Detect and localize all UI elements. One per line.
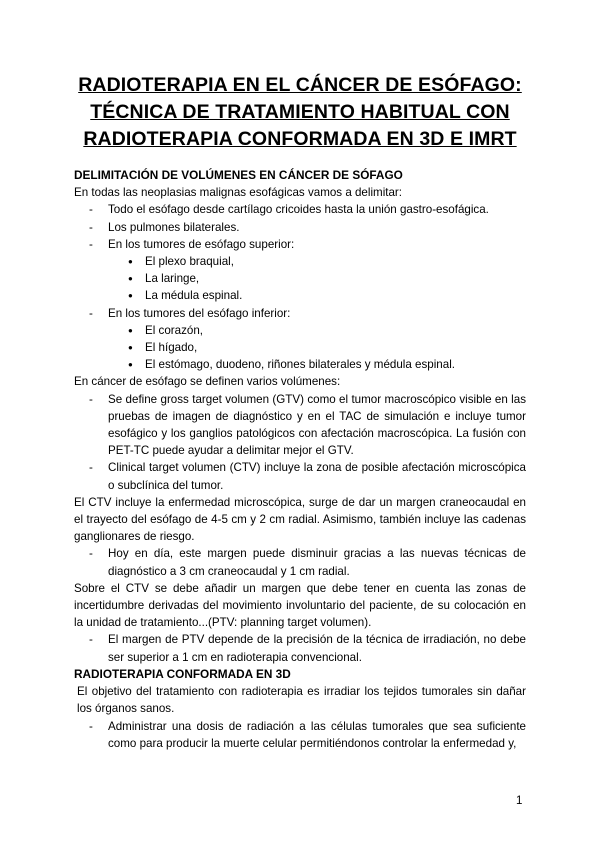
title-line: RADIOTERAPIA EN EL CÁNCER DE ESÓFAGO: — [78, 74, 522, 96]
paragraph: El CTV incluye la enfermedad microscópica, surge de dar un margen craneocaudal en el trayecto del esófago de 4-5 cm y 2 cm radial. Asimismo, también incluye las cadenas ganglionares de riesgo. — [74, 495, 526, 544]
bullet-item: ● El estómago, duodeno, riñones bilaterales y médula espinal. — [74, 356, 526, 373]
list-item: - El margen de PTV depende de la precisión de la técnica de irradiación, no debe ser superior a 1 cm en radioterapia convencional. — [74, 631, 526, 665]
bullet-item: ● La laringe, — [74, 270, 526, 287]
document-title — [40, 72, 560, 153]
list-item: - Clinical target volumen (CTV) incluye la zona de posible afectación microscópica o subclínica del tumor. — [74, 459, 526, 493]
paragraph: En todas las neoplasias malignas esofágicas vamos a delimitar: — [74, 186, 403, 200]
paragraph: El objetivo del tratamiento con radioterapia es irradiar los tejidos tumorales sin dañar los órganos sanos. — [77, 685, 526, 716]
section-heading: RADIOTERAPIA CONFORMADA EN 3D — [74, 666, 291, 681]
bullet-item: ● El hígado, — [74, 339, 526, 356]
page-number: 1 — [516, 795, 523, 807]
list-item: - Se define gross target volumen (GTV) como el tumor macroscópico visible en las pruebas de imagen de diagnóstico y en el TAC de simulación e incluye tumor esofágico y los ganglios patológicos con afectación macroscópica. La fusión con PET-TC puede ayudar a delimitar mejor el GTV. — [74, 391, 526, 460]
list-item: - Los pulmones bilaterales. — [74, 219, 526, 236]
section-heading: DELIMITACIÓN DE VOLÚMENES EN CÁNCER DE SÓFAGO — [74, 168, 403, 182]
list-item: - Hoy en día, este margen puede disminuir gracias a las nuevas técnicas de diagnóstico a 3 cm craneocaudal y 1 cm radial. — [74, 545, 526, 579]
list-item: - En los tumores del esófago inferior: — [74, 305, 526, 322]
bullet-item: ● El plexo braquial, — [74, 253, 526, 270]
paragraph: En cáncer de esófago se definen varios volúmenes: — [74, 375, 341, 389]
list-item: - En los tumores de esófago superior: — [74, 236, 526, 253]
document-body — [74, 167, 526, 752]
title-line: RADIOTERAPIA CONFORMADA EN 3D E IMRT — [83, 128, 517, 150]
list-item: - Administrar una dosis de radiación a las células tumorales que sea suficiente como para producir la muerte celular permitiéndonos controlar la enfermedad y, — [74, 718, 526, 752]
title-line: TÉCNICA DE TRATAMIENTO HABITUAL CON — [90, 101, 510, 123]
bullet-item: ● La médula espinal. — [74, 287, 526, 304]
paragraph: Sobre el CTV se debe añadir un margen que debe tener en cuenta las zonas de incertidumbre derivadas del movimiento involuntario del paciente, de su colocación en la unidad de tratamiento...(PTV: planning target volumen). — [74, 581, 526, 630]
list-item: - Todo el esófago desde cartílago cricoides hasta la unión gastro-esofágica. — [74, 201, 526, 218]
bullet-item: ● El corazón, — [74, 322, 526, 339]
